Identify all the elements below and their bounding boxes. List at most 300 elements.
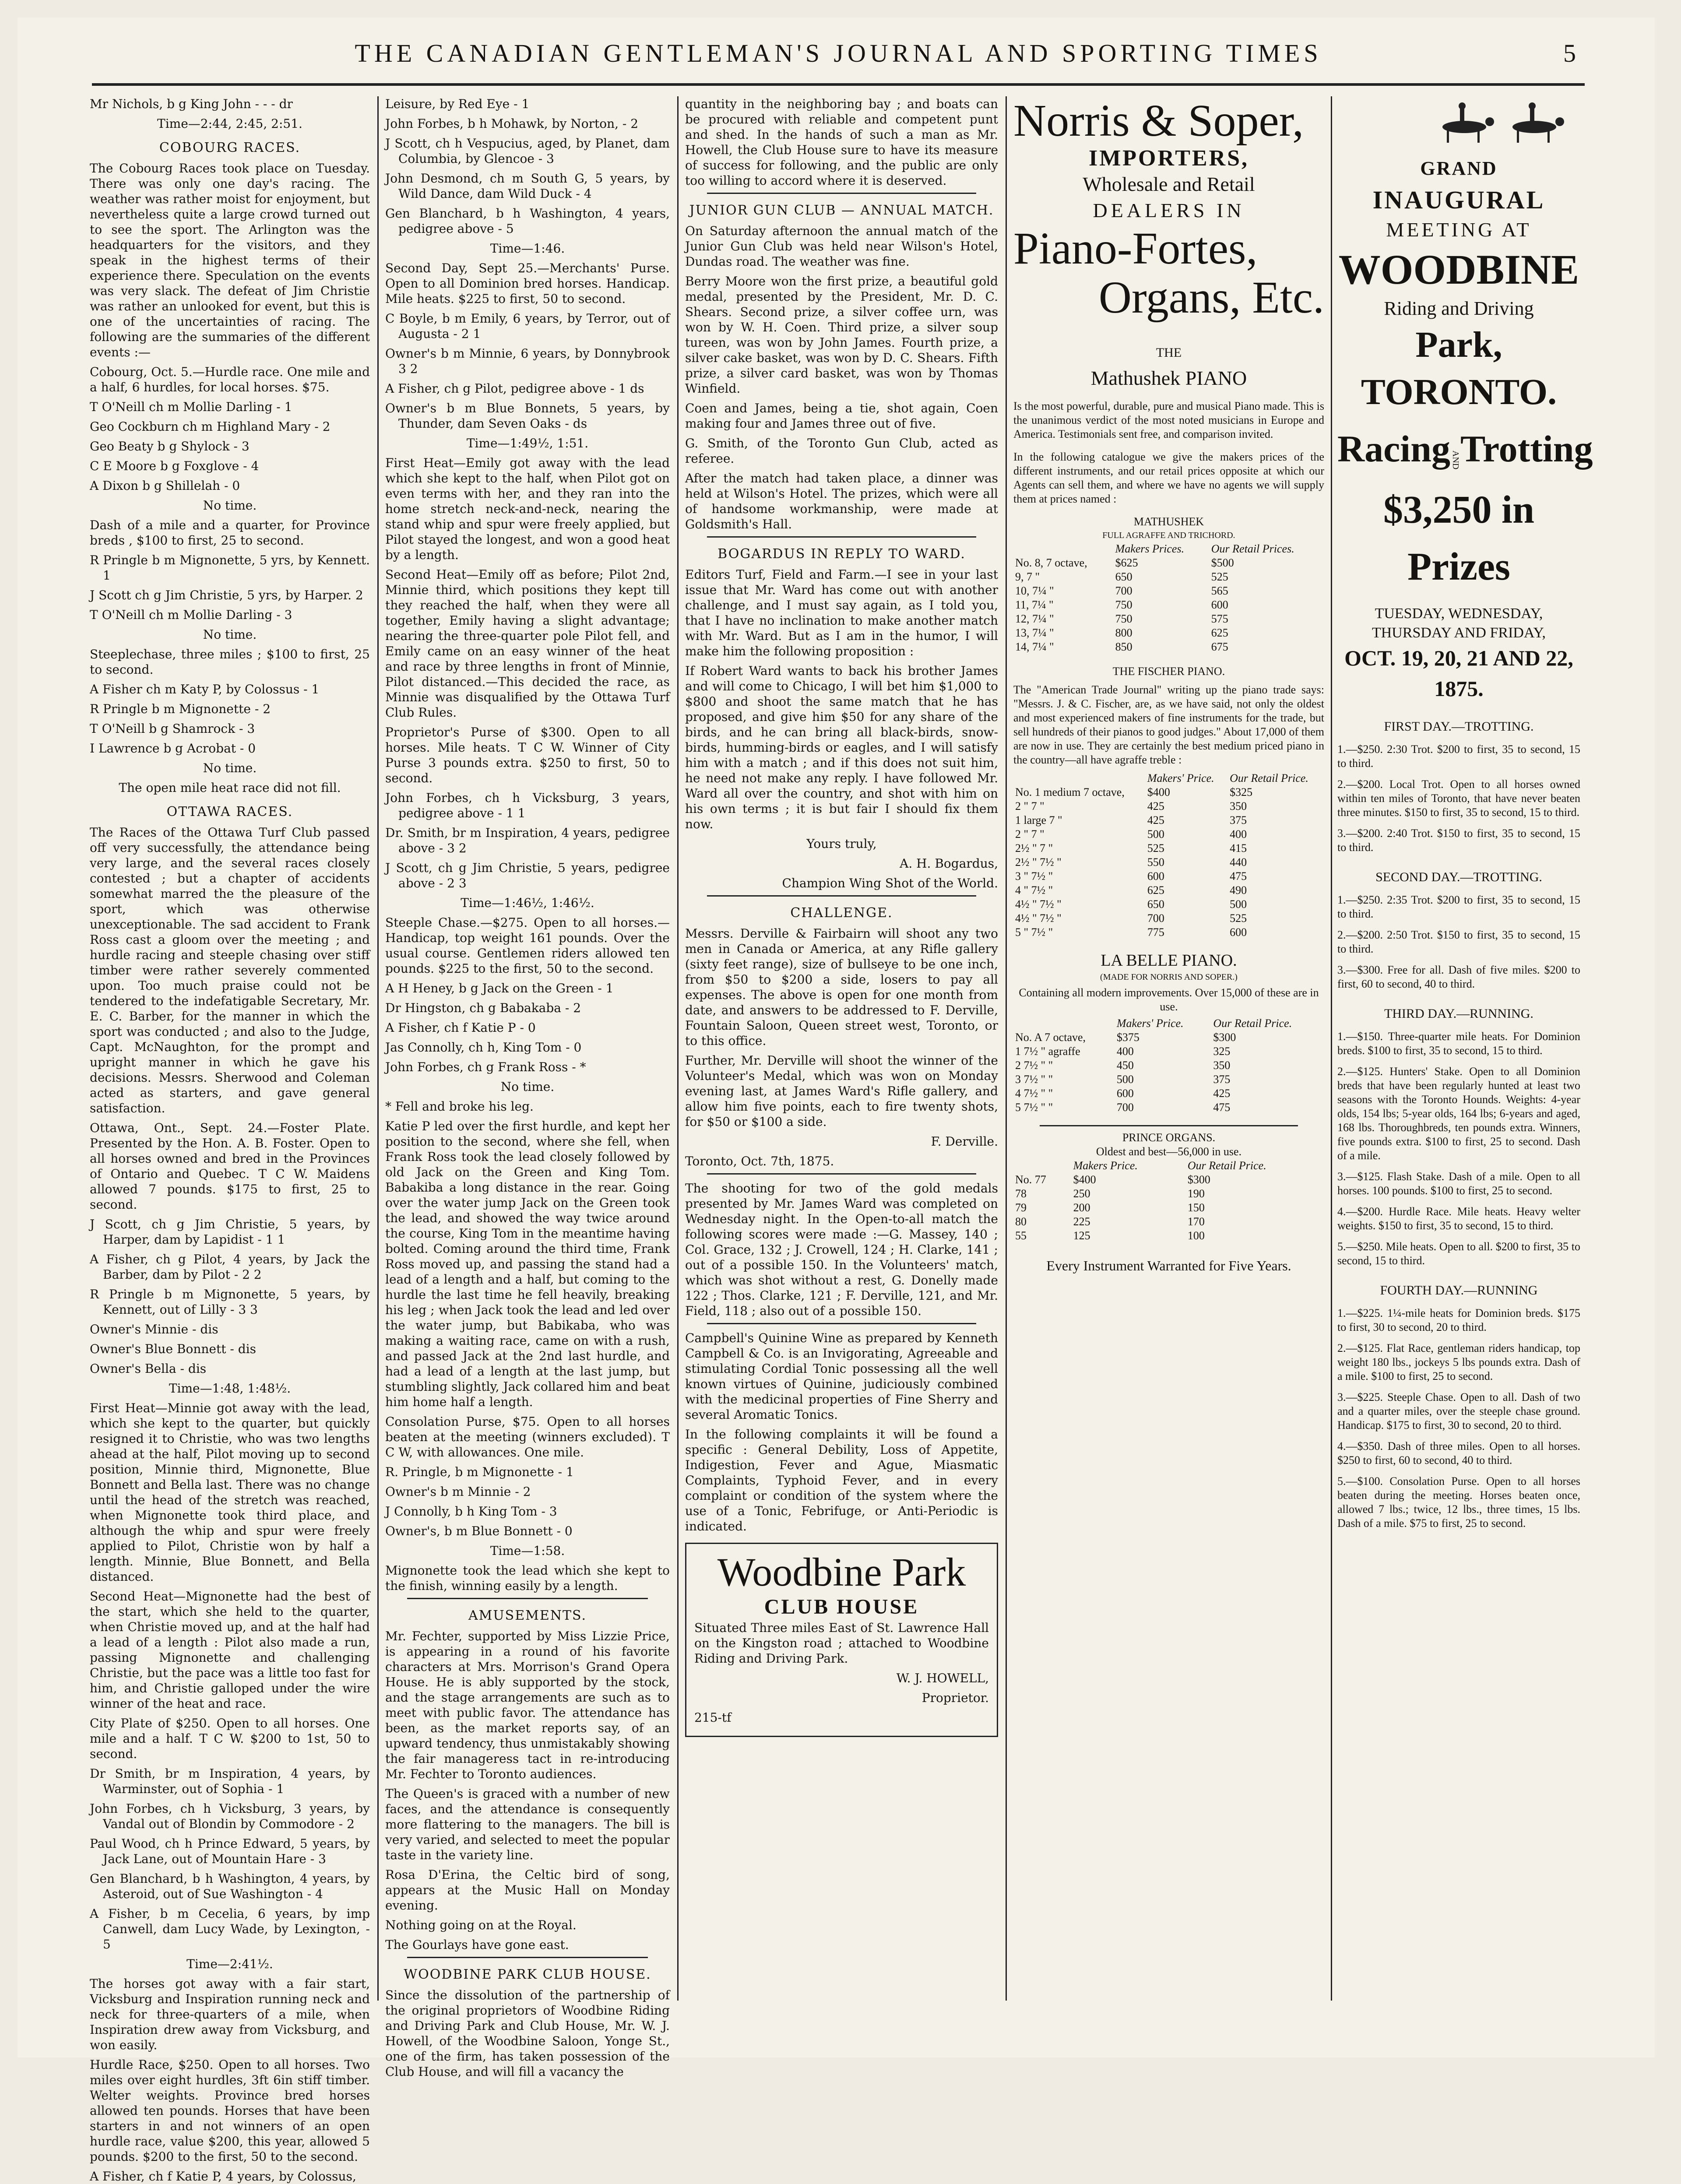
table-row (1013, 1045, 1324, 1059)
entry: John Forbes, ch h Vicksburg, 3 years, by Vandal out of Blondin by Commodore - 2 (90, 1801, 370, 1831)
race-time: Time—2:44, 2:45, 2:51. (157, 116, 302, 131)
race-item: 1.—$250. 2:30 Trot. $200 to first, 35 to second, 15 to third. (1337, 743, 1580, 770)
ad-proprietor: Proprietor. (921, 1691, 989, 1705)
cell: 425 (1147, 800, 1164, 812)
cell: 750 (1115, 612, 1132, 625)
table-row (1013, 584, 1324, 598)
cell: 325 (1213, 1045, 1231, 1058)
paragraph: Steeple Chase.—$275. Open to all horses.—Handicap, top weight 161 pounds. Over the usual course. Gentlemen riders allowed ten pounds. $225 to the first, 50 to the second. (385, 915, 670, 976)
cell: $300 (1187, 1173, 1210, 1186)
section-heading: LA BELLE PIANO. (1101, 951, 1237, 970)
cell: 5 " 7½ " (1015, 926, 1053, 939)
cell: 3 7½ " " (1015, 1073, 1053, 1086)
paragraph: Since the dissolution of the partnership of the original proprietors of Woodbine Riding and Driving Park and Club House, Mr. W. J. Howell, of the Woodbine Saloon, Yonge St., one of the firm, has taken possession of the Club House, and will fill a vacancy the (385, 1988, 670, 2079)
entry: Dr Hingston, ch g Babakaba - 2 (385, 1001, 581, 1015)
cell: $300 (1213, 1031, 1236, 1044)
cell: 850 (1115, 640, 1132, 653)
paragraph: Berry Moore won the first prize, a beautiful gold medal, presented by the President, Mr. D. C. Shears. Second prize, a silver coffee urn, was won by W. H. Coen. Third prize, a silver soup tureen, was won by John James. Fourth prize, a silver cake basket, was won by D. C. Shears. Fifth prize, a silver card basket, was won by Thomas Winfield. (685, 274, 998, 396)
paragraph: Second Day, Sept 25.—Merchants' Purse. Open to all Dominion bred horses. Handicap. Mile heats. $225 to first, 50 to second. (385, 261, 670, 306)
paragraph: The Gourlays have gone east. (385, 1938, 569, 1952)
cell: $400 (1147, 786, 1170, 798)
table-row (1013, 869, 1324, 883)
woodbine-club-house-ad (685, 1543, 998, 1737)
section-subheading: Oldest and best—56,000 in use. (1096, 1145, 1242, 1158)
cell: No. 8, 7 octave, (1015, 556, 1087, 569)
cell: 565 (1211, 584, 1228, 597)
entry: A Fisher ch m Katy P, by Colossus - 1 (90, 682, 320, 696)
dateline: Toronto, Oct. 7th, 1875. (685, 1154, 834, 1168)
cell: 775 (1147, 926, 1164, 939)
paragraph: In the following catalogue we give the makers prices of the different instruments, and our retail prices opposite at which our Agents can sell them, and where we have no agents we will supply them at prices named : (1013, 450, 1324, 505)
cell: 4½ " 7½ " (1015, 912, 1062, 925)
entry: Owner's Blue Bonnett - dis (90, 1342, 256, 1356)
divider (707, 193, 976, 194)
column-1 (90, 96, 370, 2184)
paragraph: Ottawa, Ont., Sept. 24.—Foster Plate. Presented by the Hon. A. B. Foster. Open to all horses owned and bred in the Provinces of Ontario and Quebec. T C W. Maidens allowed 7 pounds. $175 to first, 25 to second. (90, 1121, 370, 1212)
section-subheading: FULL AGRAFFE AND TRICHORD. (1102, 531, 1235, 540)
paragraph: The Cobourg Races took place on Tuesday. There was only one day's racing. The weather was rather moist for enjoyment, but nevertheless quite a large crowd turned out to see the sport. The Arlington was the headquarters for the visitors, and they speak in the highest terms of their experience there. Speculation on the events was very slack. The defeat of Jim Christie was rather an unlooked for event, but this is one of the uncertainties of racing. The following are the summaries of the different events :— (90, 161, 370, 359)
cell: 2 " 7 " (1015, 828, 1044, 841)
ad-racing-trotting (1337, 425, 1593, 473)
paragraph: Further, Mr. Derville will shoot the winner of the Volunteer's Medal, which was won on Monday evening last, at James Ward's Rifle gallery, and allow him five points, each to fire twenty shots, for $50 or $100 a side. (685, 1053, 998, 1129)
table-row (1013, 598, 1324, 612)
entry: Paul Wood, ch h Prince Edward, 5 years, by Jack Lane, out of Mountain Hare - 3 (90, 1836, 370, 1866)
paragraph: G. Smith, of the Toronto Gun Club, acted as referee. (685, 436, 998, 466)
newspaper-title: THE CANADIAN GENTLEMAN'S JOURNAL AND SPORTING TIMES (355, 39, 1322, 67)
ad-inaugural: INAUGURAL (1372, 186, 1545, 214)
column-divider (377, 96, 379, 2001)
ad-title: Woodbine Park (717, 1550, 966, 1594)
race-item: 1.—$225. 1¼-mile heats for Dominion breds. $175 to first, 30 to second, 20 to third. (1337, 1307, 1580, 1333)
cell: 750 (1115, 598, 1132, 611)
paragraph: Second Heat—Emily off as before; Pilot 2nd, Minnie third, which positions they kept till they reached the half, when they were all together, Emily having a slight advantage; nearing the three-quarter pole Pilot fell, and Emily came on an easy winner of the heat and race by three lengths in front of Minnie, Pilot distanced.—This decided the race, as Minnie was disqualified by the Ottawa Turf Club Rules. (385, 567, 670, 720)
cell: 600 (1147, 870, 1164, 883)
cell: $625 (1115, 556, 1138, 569)
race-time: Time—2:41½. (186, 1957, 273, 1971)
ad-name: W. J. HOWELL, (896, 1671, 989, 1685)
mathushek-price-table (1013, 542, 1324, 654)
entry: Leisure, by Red Eye - 1 (385, 97, 530, 111)
race-time: Time—1:49½, 1:51. (466, 436, 589, 450)
race-item: 2.—$125. Hunters' Stake. Open to all Dominion breds that have been regularly hunted at least two seasons with the Toronto Hounds. Weights: 4-year olds, 154 lbs; 5-year olds, 164 lbs; 6-years and aged, 168 lbs. Thoroughbreds, ten pounds extra. Winners, five pounds extra. $100 to first, 25 to second. Dash of a mile. (1337, 1065, 1580, 1162)
entry: C Boyle, b m Emily, 6 years, by Terror, out of Augusta - 2 1 (385, 311, 670, 341)
cell: 550 (1147, 856, 1164, 869)
table-row (1013, 556, 1324, 570)
column-header: Our Retail Prices. (1211, 542, 1294, 555)
norris-soper-ad (1013, 96, 1324, 2001)
cell: 2½ " 7½ " (1015, 856, 1062, 869)
ad-trotting: Trotting (1460, 428, 1593, 470)
ad-racing: Racing (1337, 428, 1450, 470)
entry: T O'Neill b g Shamrock - 3 (90, 721, 255, 736)
entry: Dr. Smith, br m Inspiration, 4 years, pedigree above - 3 2 (385, 826, 670, 855)
cell: 100 (1187, 1229, 1205, 1242)
ad-text: Situated Three miles East of St. Lawrence Hall on the Kingston road ; attached to Woodbine Riding and Driving Park. (694, 1621, 989, 1666)
table-row (1013, 841, 1324, 855)
section-heading-ottawa: OTTAWA RACES. (166, 804, 293, 819)
race-item: 5.—$100. Consolation Purse. Open to all horses beaten during the meeting. Horses beaten once, allowed 7 lbs.; twice, 12 lbs., three times, 15 lbs. Dash of a mile. $75 to first, 25 to second. (1337, 1475, 1580, 1530)
cell: 675 (1211, 640, 1228, 653)
race-time: No time. (500, 1080, 555, 1094)
section-subheading: (MADE FOR NORRIS AND SOPER.) (1100, 972, 1238, 982)
entry: J Connolly, b h King Tom - 3 (385, 1504, 557, 1519)
signature: A. H. Bogardus, (900, 856, 998, 871)
cell: 190 (1187, 1187, 1205, 1200)
cell: 5 7½ " " (1015, 1101, 1053, 1114)
cell: 3 " 7½ " (1015, 870, 1053, 883)
cell: $500 (1211, 556, 1234, 569)
cell: No. 1 medium 7 octave, (1015, 786, 1125, 798)
table-row (1013, 897, 1324, 911)
cell: 600 (1230, 926, 1247, 939)
divider (1040, 1125, 1298, 1126)
race-item: 3.—$125. Flash Stake. Dash of a mile. Open to all horses. 100 pounds. $100 to first, 25 to second. (1337, 1170, 1580, 1197)
cell: 525 (1147, 842, 1164, 855)
race-item: 2.—$200. 2:50 Trot. $150 to first, 35 to second, 15 to third. (1337, 928, 1580, 955)
paragraph: Coen and James, being a tie, shot again, Coen making four and James three out of five. (685, 401, 998, 431)
race-item: 2.—$125. Flat Race, gentleman riders handicap, top weight 180 lbs., jockeys 5 lbs pounds extra. Dash of a mile. $100 to first, 25 to second. (1337, 1342, 1580, 1382)
paragraph: Katie P led over the first hurdle, and kept her position to the second, where she fell, when Frank Ross took the lead closely followed by old Jack on the Green and King Tom. Babakiba a long distance in the rear. Going over the water jump Jack on the Green took the lead, and showed the way twice around the course, King Tom in the meantime having bolted. Coming around the third time, Frank Ross moved up, and passing the stand had a lead of a length and a half, but coming to the hurdle the last time he fell heavily, breaking his leg ; when Jack took the lead and led over the water jump, but Babikaba, who was making a waiting race, came on with a rush, and passed Jack at the 2nd last hurdle, and had a lead of a length at the last jump, but stumbling slightly, Jack collared him and beat him home half a length. (385, 1119, 670, 1409)
cell: 575 (1211, 612, 1228, 625)
cell: 400 (1116, 1045, 1134, 1058)
table-row (1013, 1101, 1324, 1115)
entry: I Lawrence b g Acrobat - 0 (90, 741, 256, 756)
entry: R Pringle b m Mignonette - 2 (90, 702, 271, 716)
table-row (1013, 855, 1324, 869)
cell: 79 (1015, 1201, 1027, 1214)
la-belle-price-table (1013, 1016, 1324, 1115)
column-header: Makers' Price. (1147, 772, 1214, 784)
page-number: 5 (1563, 39, 1576, 67)
entry: Owner's Bella - dis (90, 1361, 207, 1376)
cell: 650 (1115, 570, 1132, 583)
cell: 700 (1116, 1101, 1134, 1114)
paragraph: The open mile heat race did not fill. (119, 781, 341, 795)
paragraph: The Queen's is graced with a number of new faces, and the attendance is consequently more flattering to the managers. The bill is very varied, and selected to meet the popular taste in the variety line. (385, 1787, 670, 1862)
cell: 440 (1230, 856, 1247, 869)
cell: No. 77 (1015, 1173, 1046, 1186)
paragraph: Mr. Fechter, supported by Miss Lizzie Price, is appearing in a round of his favorite characters at Mrs. Morrison's Grand Opera House. He is ably supported by the stock, and the stage arrangements are such as to meet with public favor. The attendance has been, as the market reports say, of an upward tendency, thus unmistakably showing the fair manageress tact in re-introducing Mr. Fechter to Toronto audiences. (385, 1629, 670, 1781)
entry: Gen Blanchard, b h Washington, 4 years, by Asteroid, out of Sue Washington - 4 (90, 1871, 370, 1901)
entry: Geo Cockburn ch m Highland Mary - 2 (90, 419, 331, 434)
race-time: No time. (203, 498, 257, 513)
race-time: Time—1:46½, 1:46½. (461, 896, 594, 910)
cell: 2 7½ " " (1015, 1059, 1053, 1072)
entry: J Scott ch g Jim Christie, 5 yrs, by Harper. 2 (90, 588, 363, 602)
paragraph: City Plate of $250. Open to all horses. One mile and a half. T C W. $200 to 1st, 50 to second. (90, 1716, 370, 1761)
cell: $375 (1116, 1031, 1139, 1044)
paragraph: First Heat—Emily got away with the lead which she kept to the half, when Pilot got on even terms with her, and they ran into the home stretch neck-and-neck, nearing the stand whip and spur were freely applied, but Pilot stayed the longest, and won a good heat by a length. (385, 456, 670, 562)
section-heading-challenge: CHALLENGE. (790, 905, 893, 921)
cell: 425 (1147, 814, 1164, 826)
cell: No. A 7 octave, (1015, 1031, 1086, 1044)
table-row (1013, 640, 1324, 654)
signature: F. Derville. (931, 1134, 998, 1149)
section-heading: PRINCE ORGANS. (1122, 1131, 1216, 1144)
ad-park: Park, TORONTO. (1361, 324, 1557, 412)
paragraph: First Heat—Minnie got away with the lead, which she kept to the quarter, but quickly resigned it to Christie, who was two lengths ahead at the half, Pilot moving up to second position, Minnie third, Mignonette, Blue Bonnett and Bella last. There was no change until the head of the stretch was reached, when Mignonette took third place, and although the whip and spur were freely applied to Pilot, Christie won by half a length. Minnie, Blue Bonnett, and Bella distanced. (90, 1401, 370, 1584)
cell: 700 (1147, 912, 1164, 925)
table-row (1013, 827, 1324, 841)
race-item: 4.—$200. Hurdle Race. Mile heats. Heavy welter weights. $150 to first, 35 to second, 15 to third. (1337, 1205, 1580, 1232)
paragraph: The Races of the Ottawa Turf Club passed off very successfully, the attendance being very large, and the several races closely contested ; but a chapter of accidents somewhat marred the the pleasure of the sport, which was otherwise unexceptionable. The sad accident to Frank Ross cast a gloom over the meeting ; and hurdle racing and steeple chasing over stiff timber were rather severely commented upon. Too much praise could not be tendered to the indefatigable Secretary, Mr. E. C. Barber, for the manner in which the sport was conducted ; and also to the Judge, Capt. McNaughton, for the prompt and upright manner in which he gave his decisions. Messrs. Sherwood and Coleman acted as starters, and gave general satisfaction. (90, 825, 370, 1115)
table-row (1013, 785, 1324, 799)
cell: 490 (1230, 884, 1247, 897)
column-2 (385, 96, 670, 2079)
divider (707, 1323, 976, 1324)
cell: 475 (1213, 1101, 1231, 1114)
column-header: Makers' Price. (1116, 1017, 1184, 1030)
entry: John Forbes, ch h Vicksburg, 3 years, pedigree above - 1 1 (385, 791, 670, 820)
paragraph: On Saturday afternoon the annual match of the Junior Gun Club was held near Wilson's Hotel, Dundas road. The weather was fine. (685, 224, 998, 269)
table-row (1013, 1187, 1324, 1201)
cell: 4½ " 7½ " (1015, 898, 1062, 911)
cell: 475 (1230, 870, 1247, 883)
ad-riding: Riding and Driving (1384, 298, 1534, 319)
entry: J Scott, ch g Jim Christie, 5 years, pedigree above - 2 3 (385, 861, 670, 890)
table-row (1013, 813, 1324, 827)
prince-organs-price-table (1013, 1159, 1324, 1243)
race-time: No time. (203, 761, 257, 775)
race-program (1337, 717, 1580, 1530)
cell: 350 (1230, 800, 1247, 812)
cell: 200 (1073, 1201, 1090, 1214)
cell: 80 (1015, 1215, 1027, 1228)
table-row (1013, 1030, 1324, 1045)
race-item: 1.—$250. 2:35 Trot. $200 to first, 35 to second, 15 to third. (1337, 893, 1580, 920)
entry: Owner's b m Minnie, 6 years, by Donnybrook 3 2 (385, 346, 670, 376)
entry: John Desmond, ch m South G, 5 years, by Wild Dance, dam Wild Duck - 4 (385, 171, 670, 201)
entry: Gen Blanchard, b h Washington, 4 years, pedigree above - 5 (385, 206, 670, 236)
ad-organs: Organs, Etc. (1098, 272, 1324, 323)
section-heading-junior-gun-club: JUNIOR GUN CLUB — ANNUAL MATCH. (689, 203, 994, 218)
table-row (1013, 1229, 1324, 1243)
paragraph: If Robert Ward wants to back his brother James and will come to Chicago, I will bet him $1,000 to $800 and shoot the same match that he has proposed, and give him $50 for any share of the birds, and he can bring all black-birds, snow-birds, humming-birds or eagles, and I will satisfy him with a match ; and if this does not suit him, he need not make any reply. I have followed Mr. Ward all over the country, and shot with him on his own terms ; it is but fair I should fix them now. (685, 664, 998, 831)
table-row (1013, 1215, 1324, 1229)
entry: Jas Connolly, ch h, King Tom - 0 (385, 1040, 582, 1055)
entry: A Fisher, ch f Katie P, 4 years, by Colossus, (90, 2169, 356, 2184)
race-item: 4.—$350. Dash of three miles. Open to all horses. $250 to first, 60 to second, 40 to third. (1337, 1440, 1580, 1467)
section-heading-bogardus: BOGARDUS IN REPLY TO WARD. (717, 546, 966, 562)
day-heading: SECOND DAY.—TROTTING. (1375, 870, 1542, 884)
paragraph: Consolation Purse, $75. Open to all horses beaten at the meeting (winners excluded). T C W, with allowances. One mile. (385, 1414, 670, 1460)
cell: 1 large 7 " (1015, 814, 1062, 826)
column-divider (1006, 96, 1007, 2001)
cell: 11, 7¼ " (1015, 598, 1054, 611)
column-divider (677, 96, 679, 2001)
column-3 (685, 96, 998, 2001)
column-header: Our Retail Price. (1230, 772, 1308, 784)
cell: 12, 7¼ " (1015, 612, 1054, 625)
column-header: Our Retail Price. (1187, 1159, 1266, 1172)
ad-code: 215-tf (694, 1710, 731, 1725)
table-row (1013, 1087, 1324, 1101)
race-item: 5.—$250. Mile heats. Open to all. $200 to first, 35 to second, 15 to third. (1337, 1240, 1580, 1267)
cell: 800 (1115, 626, 1132, 639)
divider (707, 536, 976, 538)
signature: Champion Wing Shot of the World. (782, 876, 998, 890)
race-time: Time—1:46. (490, 241, 565, 256)
cell: 55 (1015, 1229, 1027, 1242)
table-row (1013, 570, 1324, 584)
entry: John Forbes, ch g Frank Ross - * (385, 1060, 586, 1074)
cell: 500 (1116, 1073, 1134, 1086)
table-row (1013, 1173, 1324, 1187)
table-row (1013, 799, 1324, 813)
race-time: No time. (203, 627, 257, 642)
race-item: 3.—$300. Free for all. Dash of five miles. $200 to first, 60 to second, 40 to third. (1337, 964, 1580, 990)
ad-and: AND (1451, 450, 1460, 469)
paragraph: In the following complaints it will be found a specific : General Debility, Loss of Appetite, Indigestion, Fever and Ague, Miasmatic Complaints, Typhoid Fever, and in every complaint or condition of the system where the use of a Tonic, Febrifuge, or Anti-Periodic is indicated. (685, 1427, 998, 1533)
paragraph: quantity in the neighboring bay ; and boats can be procured with reliable and competent punt and shed. In the hands of such a man as Mr. Howell, the Club House sure to have its measure of success for following, and the public are only too willing to accord where it is deserved. (685, 97, 998, 188)
cell: 125 (1073, 1229, 1090, 1242)
paragraph: Proprietor's Purse of $300. Open to all horses. Mile heats. T C W. Winner of City Purse 3 pounds extra. $250 to first, 50 to second. (385, 725, 670, 785)
entry: Owner's b m Blue Bonnets, 5 years, by Thunder, dam Seven Oaks - ds (385, 401, 670, 431)
ad-woodbine: WOODBINE (1338, 246, 1579, 293)
paragraph: The "American Trade Journal" writing up the piano trade says: "Messrs. J. & C. Fischer, are, as we have said, not only the oldest and most experienced makers of fine instruments for the trade, but sell hundreds of their pianos to good judges." About 17,000 of them are now in use. They are certainly the best medium priced piano in the country—all have agraffe treble : (1013, 683, 1324, 766)
section-heading-woodbine-club: WOODBINE PARK CLUB HOUSE. (404, 1967, 651, 1982)
race-item: 2.—$200. Local Trot. Open to all horses owned within ten miles of Toronto, that have never beaten three minutes. $150 to first, 35 to second, 15 to third. (1337, 778, 1580, 819)
cell: 375 (1213, 1073, 1231, 1086)
table-row (1013, 1073, 1324, 1087)
cell: 625 (1211, 626, 1228, 639)
paragraph: The shooting for two of the gold medals presented by Mr. James Ward was completed on Wednesday night. In the Open-to-all match the following scores were made :—G. Massey, 140 ; Col. Grace, 132 ; J. Crowell, 124 ; H. Clarke, 141 ; out of a possible 150. In the Volunteers' match, which was shot without a rest, G. Donelly made 122 ; Thos. Clarke, 121 ; F. Derville, 121, and Mr. Field, 118 ; also out of a possible 150. (685, 1181, 998, 1318)
race-time: Time—1:58. (490, 1544, 565, 1558)
ad-footer: Every Instrument Warranted for Five Years. (1046, 1258, 1291, 1273)
paragraph: Dash of a mile and a quarter, for Province breds , $100 to first, 25 to second. (90, 518, 370, 548)
ad-pianofortes: Piano-Fortes, (1013, 223, 1258, 274)
masthead (92, 31, 1585, 86)
cell: 425 (1213, 1087, 1231, 1100)
entry: R Pringle b m Mignonette, 5 yrs, by Kennett. 1 (90, 553, 370, 583)
paragraph: Second Heat—Mignonette had the best of the start, which she held to the quarter, when Christie moved up, and at the half had a lead of a length : Pilot also made a run, passing Mignonette and challenging Christie, but the pace was a little too fast for him, and Christie galloped under the wire winner of the heat and race. (90, 1589, 370, 1711)
cell: 625 (1147, 884, 1164, 897)
section-heading: THE FISCHER PIANO. (1112, 665, 1225, 678)
table-row (1013, 626, 1324, 640)
divider (407, 1598, 648, 1599)
cell: 600 (1211, 598, 1228, 611)
cell: 170 (1187, 1215, 1205, 1228)
ad-meeting: MEETING AT (1386, 218, 1532, 241)
section-heading-cobourg: COBOURG RACES. (159, 140, 301, 155)
paragraph: Messrs. Derville & Fairbairn will shoot any two men in Canada or America, at any Rifle gallery (sixty feet range), size of bullseye to be one inch, from $50 to $200 a side, losers to pay all expenses. The above is open for one month from date, and answers to be addressed to F. Derville, Fountain Saloon, Queen street west, Toronto, or to this office. (685, 926, 998, 1048)
race-item: 1.—$150. Three-quarter mile heats. For Dominion breds. $100 to first, 35 to second, 15 to third. (1337, 1030, 1580, 1057)
cell: $325 (1230, 786, 1253, 798)
divider (407, 1957, 648, 1958)
ad-subtitle: CLUB HOUSE (764, 1595, 919, 1618)
table-row (1013, 911, 1324, 925)
entry: A H Heney, b g Jack on the Green - 1 (385, 981, 614, 995)
paragraph: After the match had taken place, a dinner was held at Wilson's Hotel. The prizes, which were all of handsome workmanship, were made at Goldsmith's Hall. (685, 471, 998, 531)
cell: 350 (1213, 1059, 1231, 1072)
cell: 2½ " 7 " (1015, 842, 1053, 855)
paragraph: Campbell's Quinine Wine as prepared by Kenneth Campbell & Co. is an Invigorating, Agreeable and stimulating Cordial Tonic possessing all the well known virtues of Quinine, judiciously combined with the medicinal properties of Fine Sherry and several Aromatic Tonics. (685, 1331, 998, 1422)
cell: $400 (1073, 1173, 1096, 1186)
divider (707, 895, 976, 897)
table-row (1013, 1201, 1324, 1215)
entry: A Fisher, ch f Katie P - 0 (385, 1020, 536, 1035)
entry: C E Moore b g Foxglove - 4 (90, 459, 259, 473)
paragraph: The horses got away with a fair start, Vicksburg and Inspiration running neck and neck for three-quarters of a mile, when Inspiration drew away from Vicksburg, and won easily. (90, 1977, 370, 2052)
cell: 4 7½ " " (1015, 1087, 1053, 1100)
race-item: 3.—$200. 2:40 Trot. $150 to first, 35 to second, 15 to third. (1337, 827, 1580, 854)
paragraph: Is the most powerful, durable, pure and musical Piano made. This is the unanimous verdict of the most noted musicians in Europe and America. Testimonials sent free, and comparison invited. (1013, 400, 1324, 440)
ad-days: TUESDAY, WEDNESDAY, THURSDAY AND FRIDAY, (1372, 605, 1546, 641)
entry: J Scott, ch g Jim Christie, 5 years, by Harper, dam by Lapidist - 1 1 (90, 1217, 370, 1247)
signature: Yours truly, (806, 837, 877, 851)
cell: 415 (1230, 842, 1247, 855)
entry: A Dixon b g Shillelah - 0 (90, 478, 240, 493)
cell: 1 7½ " agraffe (1015, 1045, 1080, 1058)
cell: 10, 7¼ " (1015, 584, 1054, 597)
cell: 600 (1116, 1087, 1134, 1100)
cell: 450 (1116, 1059, 1134, 1072)
section-heading-amusements: AMUSEMENTS. (468, 1608, 587, 1623)
entry: R. Pringle, b m Mignonette - 1 (385, 1465, 574, 1479)
table-row (1013, 925, 1324, 939)
entry: Dr Smith, br m Inspiration, 4 years, by Warminster, out of Sophia - 1 (90, 1766, 370, 1796)
cell: 9, 7 " (1015, 570, 1040, 583)
table-row (1013, 612, 1324, 626)
cell: 13, 7¼ " (1015, 626, 1054, 639)
cell: 700 (1115, 584, 1132, 597)
entry: Owner's b m Minnie - 2 (385, 1484, 531, 1499)
cell: 225 (1073, 1215, 1090, 1228)
ad-wholesale: Wholesale and Retail (1083, 173, 1255, 195)
day-heading: FOURTH DAY.—RUNNING (1380, 1283, 1538, 1298)
horses-illustration (1434, 96, 1578, 144)
cell: 525 (1230, 912, 1247, 925)
cell: 4 " 7½ " (1015, 884, 1053, 897)
cell: 525 (1211, 570, 1228, 583)
entry: Owner's Minnie - dis (90, 1322, 218, 1336)
entry: A Fisher, ch g Pilot, 4 years, by Jack the Barber, dam by Pilot - 2 2 (90, 1252, 370, 1282)
cell: 500 (1147, 828, 1164, 841)
race-time: Time—1:48, 1:48½. (169, 1381, 291, 1396)
fischer-price-table (1013, 771, 1324, 939)
entry: J Scott, ch h Vespucius, aged, by Planet, dam Columbia, by Glencoe - 3 (385, 136, 670, 166)
entry: T O'Neill ch m Mollie Darling - 1 (90, 400, 292, 414)
entry: R Pringle b m Mignonette, 5 years, by Kennett, out of Lilly - 3 3 (90, 1287, 370, 1317)
entry: Geo Beaty b g Shylock - 3 (90, 439, 250, 454)
entry: A Fisher, ch g Pilot, pedigree above - 1 ds (385, 381, 644, 396)
race-item: 3.—$225. Steeple Chase. Open to all. Dash of two and a quarter miles, over the steeple chase ground. Handicap. $175 to first, 30 to second, 20 to third. (1337, 1391, 1580, 1431)
ad-dealers: DEALERS IN (1093, 199, 1245, 222)
footnote: * Fell and broke his leg. (385, 1099, 534, 1114)
paragraph: Cobourg, Oct. 5.—Hurdle race. One mile and a half, 6 hurdles, for local horses. $75. (90, 365, 370, 394)
column-header: Our Retail Price. (1213, 1017, 1292, 1030)
day-heading: THIRD DAY.—RUNNING. (1384, 1006, 1533, 1021)
paragraph: Containing all modern improvements. Over 15,000 of these are in use. (1019, 986, 1319, 1013)
cell: 150 (1187, 1201, 1205, 1214)
entry: T O'Neill ch m Mollie Darling - 3 (90, 608, 292, 622)
entry: Owner's, b m Blue Bonnett - 0 (385, 1524, 573, 1538)
cell: 500 (1230, 898, 1247, 911)
column-divider (1331, 96, 1332, 2001)
ad-importers: IMPORTERS, (1088, 146, 1249, 171)
paragraph: Hurdle Race, $250. Open to all horses. Two miles over eight hurdles, 3ft 6in stiff timber. Welter weights. Province bred horses allowed ten pounds. Horses that have been starters in and not winners of an open hurdle race, value $200, this year, allowed 5 pounds. $200 to the first, 50 to the second. (90, 2057, 370, 2164)
cell: 375 (1230, 814, 1247, 826)
cell: 14, 7¼ " (1015, 640, 1054, 653)
section-heading: MATHUSHEK (1133, 515, 1204, 528)
paragraph: Steeplechase, three miles ; $100 to first, 25 to second. (90, 647, 370, 677)
cell: 78 (1015, 1187, 1027, 1200)
table-row (1013, 1059, 1324, 1073)
woodbine-meeting-ad (1337, 96, 1593, 2001)
ad-dates: OCT. 19, 20, 21 AND 22, 1875. (1344, 646, 1573, 701)
entry: Mr Nichols, b g King John - - - dr (90, 97, 293, 111)
entry: John Forbes, b h Mohawk, by Norton, - 2 (385, 116, 639, 131)
